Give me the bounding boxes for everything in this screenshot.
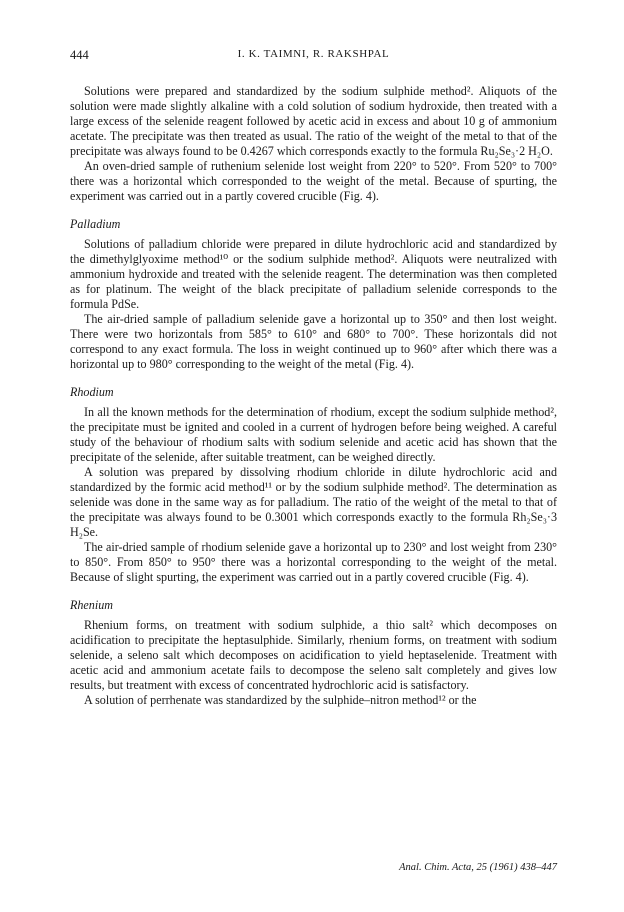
paragraph: A solution was prepared by dissolving rhodium chloride in dilute hydrochloric acid and standardized by the formic acid method¹¹ or by the sodium sulphide method². The determination as selenide was done in the same way as for palladium. The ratio of the weight of the metal to that of the precipitate was always found to be 0.3001 which corresponds exactly to the formula Rh₂Se₃·3 H₂Se. <box>70 465 557 539</box>
running-header <box>70 48 557 66</box>
page-number: 444 <box>70 48 89 62</box>
section-heading-palladium: Palladium <box>70 217 121 231</box>
article-body <box>70 84 557 708</box>
paragraph: A solution of perrhenate was standardized by the sulphide–nitron method¹² or the <box>84 693 477 707</box>
journal-citation: Anal. Chim. Acta, 25 (1961) 438–447 <box>399 862 557 873</box>
running-authors: I. K. TAIMNI, R. RAKSHPAL <box>237 48 390 60</box>
paragraph: In all the known methods for the determination of rhodium, except the sodium sulphide method², the precipitate must be ignited and cooled in a current of hydrogen before being weighed. A careful study of the behaviour of rhodium salts with sodium selenide and acetic acid has shown that the precipitate of the selenide, after suitable treatment, can be weighed directly. <box>70 405 557 464</box>
paragraph: The air-dried sample of palladium selenide gave a horizontal up to 350° and then lost weight. There were two horizontals from 585° to 610° and 680° to 700°. These horizontals did not correspond to any exact formula. The loss in weight continued up to 960° after which there was a horizontal up to 980° corresponding to the weight of the metal (Fig. 4). <box>70 312 557 371</box>
paragraph: The air-dried sample of rhodium selenide gave a horizontal up to 230° and lost weight from 230° to 850°. From 850° to 950° there was a horizontal corresponding to the weight of the metal. Because of slight spurting, the experiment was carried out in a partly covered crucible (Fig. 4). <box>70 540 557 584</box>
paragraph: Solutions of palladium chloride were prepared in dilute hydrochloric acid and standardized by the dimethylglyoxime method¹⁰ or the sodium sulphide method². Aliquots were neutralized with ammonium hydroxide and treated with the selenide reagent. The determination was then completed as for platinum. The weight of the black precipitate of palladium selenide corresponds to the formula PdSe. <box>70 237 557 311</box>
section-heading-rhenium: Rhenium <box>70 598 113 612</box>
paragraph: Solutions were prepared and standardized by the sodium sulphide method². Aliquots of the solution were made slightly alkaline with a cold solution of sodium hydroxide, then treated with a large excess of the selenide reagent followed by acetic acid in excess and about 10 g of ammonium acetate. The precipitate was then treated as usual. The ratio of the weight of the metal to that of the precipitate was always found to be 0.4267 which corresponds exactly to the formula Ru₂Se₃·2 H₂O. <box>70 84 557 158</box>
section-heading-rhodium: Rhodium <box>70 385 114 399</box>
paragraph: Rhenium forms, on treatment with sodium sulphide, a thio salt² which decomposes on acidification to precipitate the heptasulphide. Similarly, rhenium forms, on treatment with sodium selenide, a seleno salt which decomposes on acidification to yield heptaselenide. Treatment with acetic acid and ammonium acetate fails to decompose the seleno salt completely and gives low results, but treatment with excess of concentrated hydrochloric acid is satisfactory. <box>70 618 557 692</box>
paragraph: An oven-dried sample of ruthenium selenide lost weight from 220° to 520°. From 520° to 700° there was a horizontal which corresponded to the weight of the metal. Because of spurting, the experiment was carried out in a partly covered crucible (Fig. 4). <box>70 159 557 203</box>
